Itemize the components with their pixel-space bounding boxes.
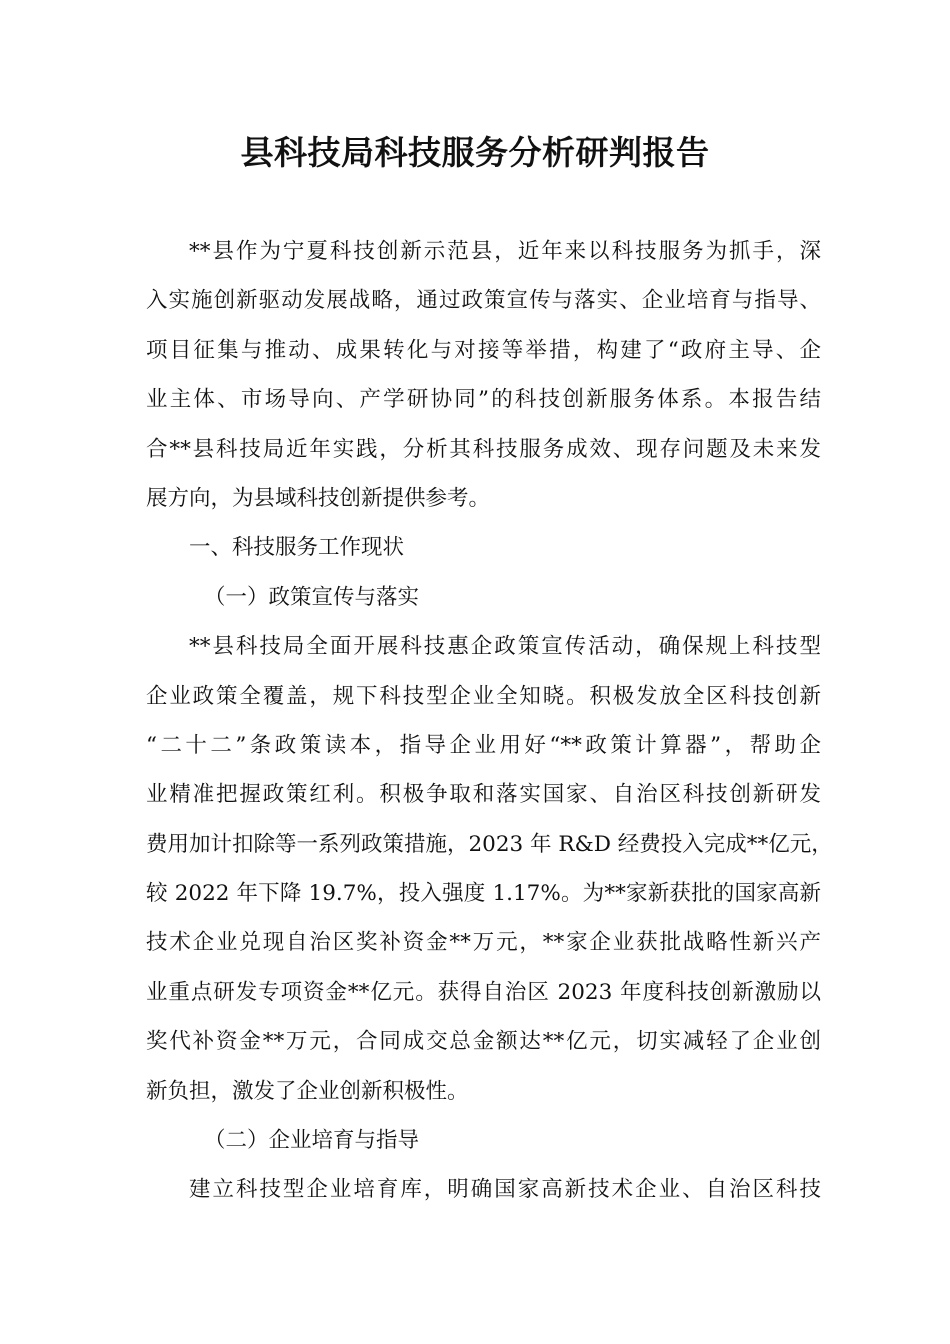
paragraph-line: “二十二”条政策读本，指导企业用好“**政策计算器”，帮助企 xyxy=(146,732,821,758)
paragraph-line: 奖代补资金**万元，合同成交总金额达**亿元，切实减轻了企业创 xyxy=(146,1029,821,1055)
subsection-heading: （二）企业培育与指导 xyxy=(204,1128,420,1154)
paragraph-line: 业精准把握政策红利。积极争取和落实国家、自治区科技创新研发 xyxy=(146,782,821,808)
paragraph-line: 费用加计扣除等一系列政策措施，2023 年 R&D 经费投入完成**亿元， xyxy=(146,831,833,857)
section-heading: 一、科技服务工作现状 xyxy=(189,535,405,561)
paragraph-line: 展方向，为县域科技创新提供参考。 xyxy=(146,485,491,511)
subsection-heading: （一）政策宣传与落实 xyxy=(204,584,420,610)
paragraph-line: 新负担，激发了企业创新积极性。 xyxy=(146,1078,469,1104)
paragraph-line: 较 2022 年下降 19.7%，投入强度 1.17%。为**家新获批的国家高新 xyxy=(146,881,821,907)
paragraph-line: **县科技局全面开展科技惠企政策宣传活动，确保规上科技型 xyxy=(189,634,821,660)
document-title: 县科技局科技服务分析研判报告 xyxy=(240,133,710,172)
intro-paragraph xyxy=(146,227,821,523)
paragraph-line: 建立科技型企业培育库，明确国家高新技术企业、自治区科技 xyxy=(189,1177,821,1203)
document-body xyxy=(146,227,833,1215)
paragraph-line: 项目征集与推动、成果转化与对接等举措，构建了“政府主导、企 xyxy=(146,337,821,363)
paragraph-line: 技术企业兑现自治区奖补资金**万元，**家企业获批战略性新兴产 xyxy=(146,930,821,956)
paragraph-line: 入实施创新驱动发展战略，通过政策宣传与落实、企业培育与指导、 xyxy=(146,288,821,314)
paragraph-line: 合**县科技局近年实践，分析其科技服务成效、现存问题及未来发 xyxy=(146,436,821,462)
paragraph-line: 业重点研发专项资金**亿元。获得自治区 2023 年度科技创新激励以 xyxy=(146,979,821,1005)
paragraph-line: 业主体、市场导向、产学研协同”的科技创新服务体系。本报告结 xyxy=(146,387,821,413)
paragraph-line: **县作为宁夏科技创新示范县，近年来以科技服务为抓手，深 xyxy=(189,239,821,264)
enterprise-paragraph xyxy=(146,1165,821,1214)
paragraph-line: 企业政策全覆盖，规下科技型企业全知晓。积极发放全区科技创新 xyxy=(146,683,821,709)
policy-paragraph xyxy=(146,622,833,1116)
